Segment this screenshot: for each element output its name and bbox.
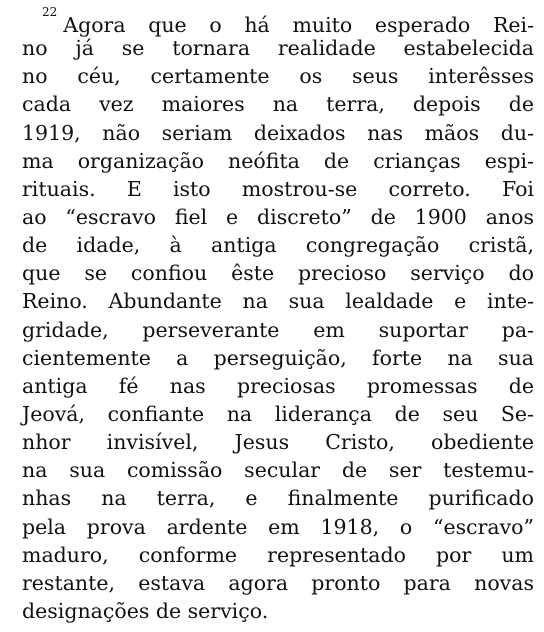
paragraph-line: designações de serviço. [22,598,269,623]
paragraph-line: nhor invisível, Jesus Cristo, obediente [22,430,534,455]
paragraph-22 [0,6,544,625]
paragraph-line: no céu, certamente os seus interêsses [22,64,534,89]
paragraph-number: 22 [42,5,58,19]
paragraph-line: ao “escravo fiel e discreto” de 1900 anos [22,204,534,229]
line-text: Agora que o há muito esperado Rei- [63,12,534,37]
paragraph-line: nhas na terra, e finalmente purificado [22,486,534,511]
paragraph-line: rituais. E isto mostrou-se correto. Foi [22,176,534,201]
paragraph-line: gridade, perseverante em suportar pa- [22,317,534,342]
paragraph-line: antiga fé nas preciosas promessas de [22,373,534,398]
paragraph-line: de idade, à antiga congregação cristã, [22,233,534,258]
paragraph-line: que se confiou êste precioso serviço do [22,261,534,286]
paragraph-line: pela prova ardente em 1918, o “escravo” [22,514,534,539]
paragraph-line: na sua comissão secular de ser testemu- [22,458,534,483]
paragraph-line: ma organização neófita de crianças espi- [22,148,534,173]
paragraph-line: Jeová, confiante na liderança de seu Se- [22,401,534,426]
paragraph-line: cada vez maiores na terra, depois de [22,92,534,117]
paragraph-line: no já se tornara realidade estabelecida [22,36,534,61]
paragraph-line: Reino. Abundante na sua lealdade e inte- [22,289,534,314]
paragraph-line: 1919, não seriam deixados nas mãos du- [22,120,534,145]
paragraph-line: cientemente a perseguição, forte na sua [22,345,534,370]
paragraph-line: restante, estava agora pronto para novas [22,570,534,595]
paragraph-line [0,5,544,37]
paragraph-line: maduro, conforme representado por um [22,542,534,567]
